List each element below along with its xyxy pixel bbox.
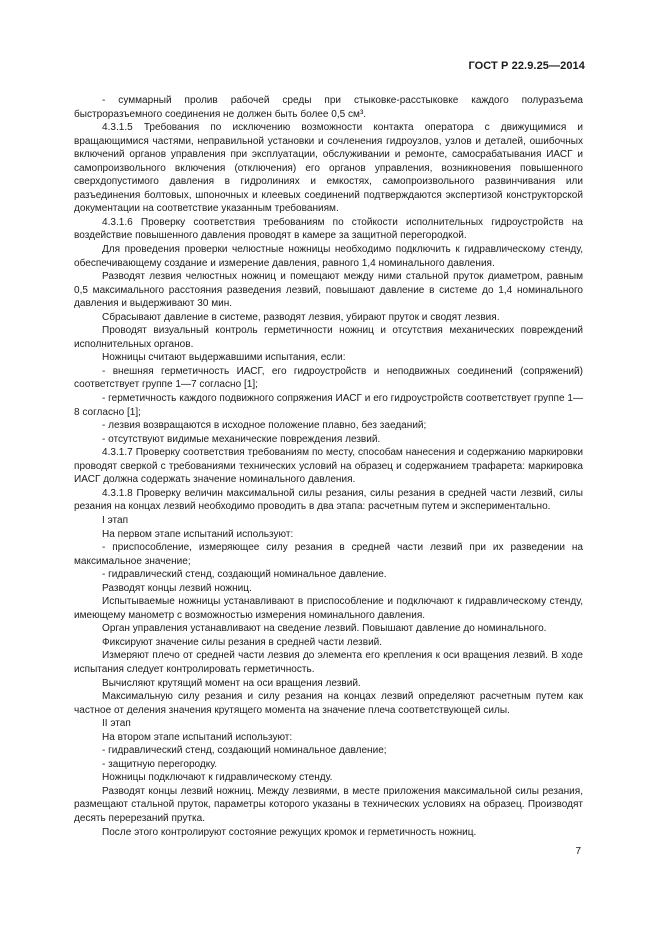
paragraph: Испытываемые ножницы устанавливают в приспособление и подключают к гидравлическому стенду, имеющему манометр с возможностью измерения номинального давления.: [74, 596, 583, 621]
paragraph: Ножницы считают выдержавшими испытания, если:: [102, 352, 346, 364]
stage-heading: I этап: [102, 514, 129, 526]
paragraph: Разводят концы лезвий ножниц.: [102, 582, 252, 594]
paragraph: 4.3.1.6 Проверку соответствия требованиям по стойкости исполнительных гидроустройств на воздействие повышенного давления проводят в камере за защитной перегородкой.: [74, 216, 583, 242]
paragraph: Измеряют плечо от средней части лезвия до элемента его крепления к оси вращения лезвий. В ходе испытания следует контролировать герметичность.: [74, 650, 583, 675]
document-body: [74, 94, 583, 839]
paragraph: Ножницы подключают к гидравлическому стенду.: [102, 772, 333, 784]
paragraph: Вычисляют крутящий момент на оси вращения лезвий.: [102, 677, 361, 689]
list-item: - гидравлический стенд, создающий номинальное давление.: [102, 569, 387, 581]
stage-heading: II этап: [102, 718, 131, 730]
paragraph: Максимальную силу резания и силу резания на концах лезвий определяют расчетным путем как частное от деления значения крутящего момента на значение плеча соответствующей силы.: [74, 691, 583, 716]
standard-designation: ГОСТ Р 22.9.25—2014: [468, 60, 585, 72]
paragraph: Проводят визуальный контроль герметичности ножниц и отсутствия механических повреждений исполнительных органов.: [74, 325, 583, 350]
paragraph: Орган управления устанавливают на сведение лезвий. Повышают давление до номинального.: [102, 623, 547, 635]
paragraph: Разводят лезвия челюстных ножниц и помещают между ними стальной пруток диаметром, равным 0,5 максимального расстояния разведения лезвий, повышают давление в системе до 1,4 номинального давления и выдерживают 30 мин.: [74, 271, 583, 310]
paragraph: Разводят концы лезвий ножниц. Между лезвиями, в месте приложения максимальной силы резания, размещают стальной пруток, параметры которого указаны в технических условиях на образец. Производят десять перерезаний прутка.: [74, 785, 583, 824]
list-item: - лезвия возвращаются в исходное положение плавно, без заеданий;: [102, 420, 427, 432]
paragraph: 4.3.1.7 Проверку соответствия требованиям по месту, способам нанесения и содержанию маркировки проводят сверкой с требованиями технических условий на образец и содержанием трафарета: маркировка ИАСГ должна содержать значение номинального давления.: [74, 447, 583, 486]
list-item: - гидравлический стенд, создающий номинальное давление;: [102, 745, 387, 757]
paragraph: Сбрасывают давление в системе, разводят лезвия, убирают пруток и сводят лезвия.: [102, 311, 500, 323]
list-item: - защитную перегородку.: [102, 758, 218, 770]
paragraph: На втором этапе испытаний используют:: [102, 731, 293, 743]
list-item: - отсутствуют видимые механические повреждения лезвий.: [102, 433, 381, 445]
paragraph: - суммарный пролив рабочей среды при стыковке-расстыковке каждого полуразъема быстроразъемного соединения не должен быть более 0,5 см³.: [74, 95, 583, 120]
paragraph: 4.3.1.8 Проверку величин максимальной силы резания, силы резания в средней части лезвий, силы резания на концах лезвий необходимо проводить в два этапа: расчетным путем и экспериментально.: [74, 487, 583, 513]
paragraph: 4.3.1.5 Требования по исключению возможности контакта оператора с движущимися и вращающимися частями, неправильной установки и сочленения гидроузлов, узлов и деталей, ошибочных включений органов управления при эксплуатации, обслуживании и ремонте, самосрабатывания ИАСГ и самопроизвольного включения (отключения) его органов управления, возникновения повышенного сверхдопустимого давления в гидролиниях и емкостях, самопроизвольного развинчивания или разъединения болтовых, шпоночных и клеевых соединений подтверждаются экспертизой конструкторской документации на соответствие указанным требованиям.: [74, 122, 583, 215]
paragraph: Для проведения проверки челюстные ножницы необходимо подключить к гидравлическому стенду, обеспечивающему создание и измерение давления, равного 1,4 номинального давления.: [74, 244, 583, 269]
paragraph: Фиксируют значение силы резания в средней части лезвий.: [102, 636, 383, 648]
page-number: 7: [575, 846, 581, 857]
paragraph: После этого контролируют состояние режущих кромок и герметичность ножниц.: [102, 826, 477, 838]
paragraph: На первом этапе испытаний используют:: [102, 528, 294, 540]
list-item: - внешняя герметичность ИАСГ, его гидроустройств и неподвижных соединений (сопряжений) соответствует группе 1—7 согласно [1];: [74, 365, 583, 391]
list-item: - герметичность каждого подвижного сопряжения ИАСГ и его гидроустройств соответствует группе 1—8 согласно [1];: [74, 393, 583, 418]
list-item: - приспособление, измеряющее силу резания в средней части лезвий при их разведении на максимальное значение;: [74, 542, 583, 567]
